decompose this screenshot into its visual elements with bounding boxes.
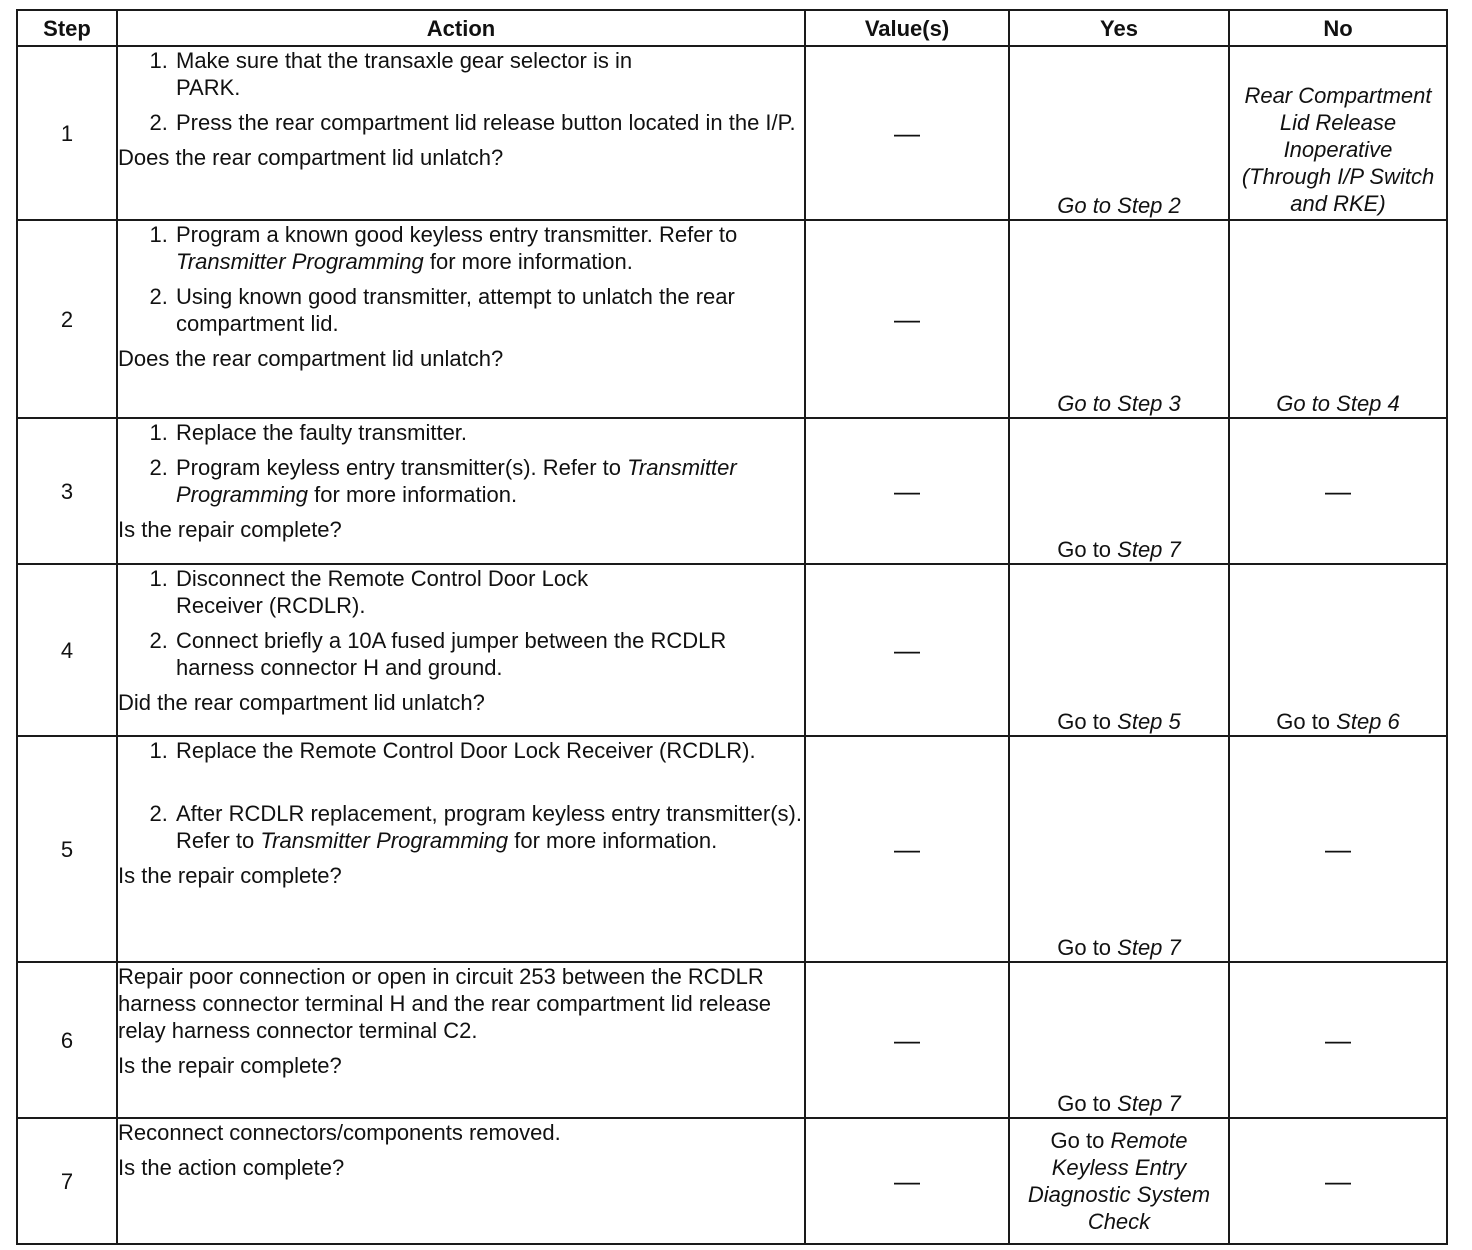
action-cell — [117, 1118, 805, 1244]
value-cell — [805, 564, 1009, 736]
step-number: 2 — [17, 220, 117, 418]
yes-cell: Go to Step 7 — [1009, 736, 1229, 962]
dash-mark: — — [894, 634, 920, 665]
ref-transmitter-programming[interactable]: Transmitter Programming — [176, 455, 737, 507]
dash-mark: — — [894, 1165, 920, 1196]
dash-mark: — — [894, 833, 920, 864]
table-row — [17, 46, 1447, 220]
action-text: Reconnect connectors/components removed. — [118, 1120, 561, 1145]
yes-cell: Go to Step 7 — [1009, 962, 1229, 1118]
dash-mark: — — [894, 475, 920, 506]
no-cell — [1229, 1118, 1447, 1244]
question-text: Is the repair complete? — [118, 863, 342, 888]
action-list — [118, 419, 804, 508]
step-number: 7 — [17, 1118, 117, 1244]
yes-link[interactable]: Go to Step 3 — [1057, 391, 1181, 416]
yes-link[interactable]: Step 7 — [1117, 1091, 1181, 1116]
step-number: 1 — [17, 46, 117, 220]
value-cell — [805, 418, 1009, 564]
dash-mark: — — [894, 1024, 920, 1055]
header-row — [17, 10, 1447, 46]
yes-link[interactable]: Step 7 — [1117, 537, 1181, 562]
table-row — [17, 418, 1447, 564]
dash-mark: — — [1325, 1024, 1351, 1055]
no-link[interactable]: Rear Compartment Lid Release Inoperative (Through I/P Switch and RKE) — [1241, 83, 1435, 216]
action-item: 1. Disconnect the Remote Control Door Lock Receiver (RCDLR). — [174, 565, 674, 619]
action-list — [118, 627, 804, 681]
no-link[interactable]: Step 6 — [1336, 709, 1400, 734]
question-text: Is the action complete? — [118, 1155, 345, 1180]
yes-link[interactable]: Go to Step 2 — [1057, 193, 1181, 218]
step-number: 6 — [17, 962, 117, 1118]
action-text: Repair poor connection or open in circuit 253 between the RCDLR harness connector terminal H and the rear compartment lid release relay harness connector terminal C2. — [118, 964, 771, 1043]
value-cell — [805, 220, 1009, 418]
question-text: Does the rear compartment lid unlatch? — [118, 145, 504, 170]
action-item: 2. After RCDLR replacement, program keyless entry transmitter(s). Refer to Transmitter Programming for more information. — [174, 800, 804, 854]
action-list — [118, 221, 804, 337]
dash-mark: — — [1325, 833, 1351, 864]
yes-cell: Go to Step 5 — [1009, 564, 1229, 736]
action-cell — [117, 418, 805, 564]
no-cell — [1229, 46, 1447, 220]
action-item: 1. Make sure that the transaxle gear selector is in PARK. — [174, 47, 694, 101]
action-cell — [117, 962, 805, 1118]
no-link[interactable]: Go to Step 4 — [1276, 391, 1400, 416]
dash-mark: — — [894, 303, 920, 334]
step-number: 5 — [17, 736, 117, 962]
question-text: Is the repair complete? — [118, 1053, 342, 1078]
no-cell: Go to Step 6 — [1229, 564, 1447, 736]
value-cell — [805, 1118, 1009, 1244]
value-cell — [805, 736, 1009, 962]
yes-cell: Go to Remote Keyless Entry Diagnostic System Check — [1009, 1118, 1229, 1244]
ref-transmitter-programming[interactable]: Transmitter Programming — [176, 249, 424, 274]
action-item: 2. Connect briefly a 10A fused jumper between the RCDLR harness connector H and ground. — [174, 627, 764, 681]
header-action: Action — [117, 10, 805, 46]
step-number: 4 — [17, 564, 117, 736]
no-cell — [1229, 418, 1447, 564]
action-item: 1. Replace the faulty transmitter. — [174, 419, 804, 446]
dash-mark: — — [894, 117, 920, 148]
table-row — [17, 736, 1447, 962]
action-item: 2. Press the rear compartment lid release button located in the I/P. — [174, 109, 804, 136]
step-number: 3 — [17, 418, 117, 564]
dash-mark: — — [1325, 475, 1351, 506]
table-row — [17, 220, 1447, 418]
action-item: 2. Program keyless entry transmitter(s). Refer to Transmitter Programming for more information. — [174, 454, 804, 508]
header-yes: Yes — [1009, 10, 1229, 46]
diagnostic-table — [16, 9, 1448, 1245]
table-row — [17, 962, 1447, 1118]
question-text: Is the repair complete? — [118, 517, 342, 542]
dash-mark: — — [1325, 1165, 1351, 1196]
action-list — [118, 109, 804, 136]
table-row — [17, 1118, 1447, 1244]
action-item: 2. Using known good transmitter, attempt to unlatch the rear compartment lid. — [174, 283, 804, 337]
yes-cell — [1009, 220, 1229, 418]
action-item: 1. Program a known good keyless entry transmitter. Refer to Transmitter Programming for more information. — [174, 221, 804, 275]
action-item: 1. Replace the Remote Control Door Lock Receiver (RCDLR). — [174, 737, 804, 764]
yes-link[interactable]: Step 5 — [1117, 709, 1181, 734]
yes-cell — [1009, 46, 1229, 220]
yes-link[interactable]: Step 7 — [1117, 935, 1181, 960]
header-values: Value(s) — [805, 10, 1009, 46]
question-text: Did the rear compartment lid unlatch? — [118, 690, 485, 715]
value-cell — [805, 962, 1009, 1118]
action-cell — [117, 220, 805, 418]
yes-link[interactable]: Remote Keyless Entry Diagnostic System Check — [1027, 1128, 1211, 1234]
yes-cell: Go to Step 7 — [1009, 418, 1229, 564]
ref-transmitter-programming[interactable]: Transmitter Programming — [260, 828, 509, 853]
action-list — [118, 565, 804, 619]
action-cell — [117, 46, 805, 220]
action-cell — [117, 564, 805, 736]
action-cell — [117, 736, 805, 962]
table-row — [17, 564, 1447, 736]
header-step: Step — [17, 10, 117, 46]
question-text: Does the rear compartment lid unlatch? — [118, 346, 504, 371]
header-no: No — [1229, 10, 1447, 46]
no-cell — [1229, 220, 1447, 418]
value-cell — [805, 46, 1009, 220]
no-cell — [1229, 962, 1447, 1118]
action-list — [118, 737, 804, 854]
action-list — [118, 47, 804, 101]
no-cell — [1229, 736, 1447, 962]
